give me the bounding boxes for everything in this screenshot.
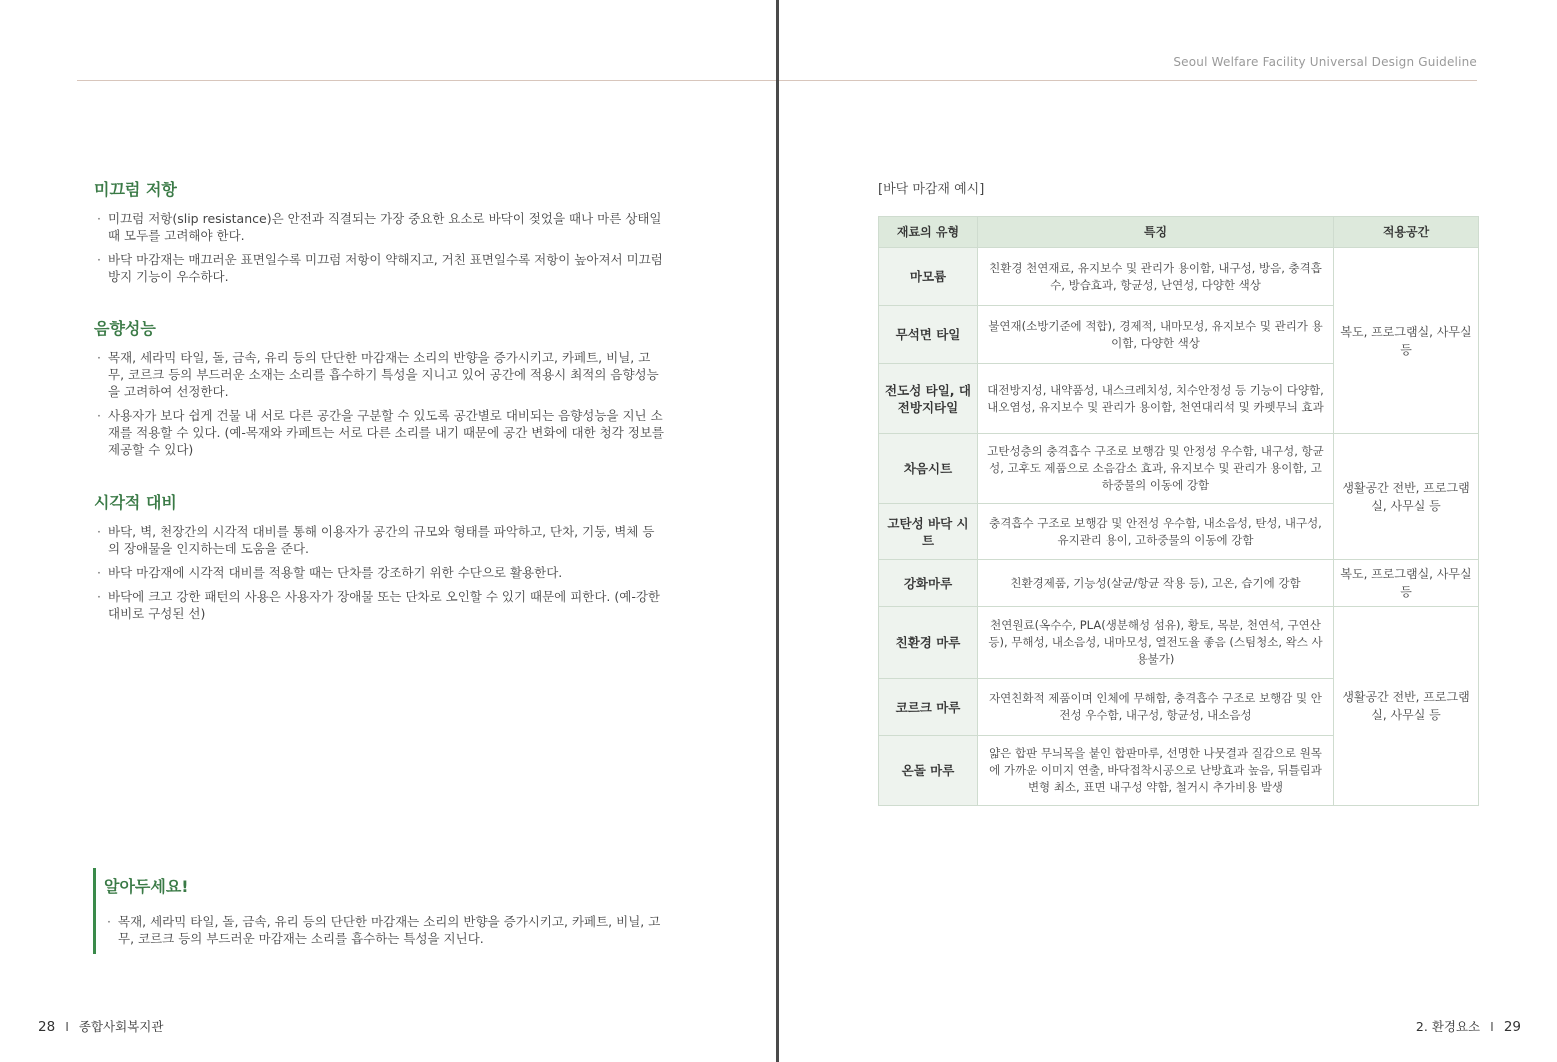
section-title-slip-resistance: 미끄럼 저항 — [94, 180, 177, 199]
table-row — [879, 560, 1479, 607]
feature-cell: 충격흡수 구조로 보행감 및 안전성 우수함, 내소음성, 탄성, 내구성, 유지관리 용이, 고하중물의 이동에 강함 — [978, 504, 1334, 560]
column-header: 재료의 유형 — [879, 217, 978, 248]
material-cell: 마모륨 — [879, 248, 978, 306]
column-header: 특징 — [978, 217, 1334, 248]
section-title-acoustics: 음향성능 — [94, 319, 156, 338]
material-cell: 친환경 마루 — [879, 607, 978, 679]
table-row — [879, 248, 1479, 306]
feature-cell: 고탄성층의 충격흡수 구조로 보행감 및 안정성 우수함, 내구성, 항균성, 고후도 제품으로 소음감소 효과, 유지보수 및 관리가 용이함, 고하중물의 이동에 강함 — [978, 434, 1334, 504]
header-rule-right — [779, 80, 1477, 81]
footer-separator: I — [1490, 1019, 1494, 1034]
table-row — [879, 607, 1479, 679]
guideline-title: Seoul Welfare Facility Universal Design Guideline — [1173, 55, 1477, 69]
material-cell: 차음시트 — [879, 434, 978, 504]
list-item: · 바닥에 크고 강한 패턴의 사용은 사용자가 장애물 또는 단차로 오인할 수 있기 때문에 피한다. (예-강한 대비로 구성된 선) — [94, 588, 664, 622]
material-cell: 코르크 마루 — [879, 679, 978, 736]
footer-section: 종합사회복지관 — [78, 1019, 164, 1034]
tip-title: 알아두세요! — [104, 877, 189, 896]
page-number: 29 — [1503, 1019, 1521, 1035]
footer-left — [38, 1017, 163, 1035]
table-caption: [바닥 마감재 예시] — [878, 182, 985, 197]
page-number: 28 — [38, 1019, 56, 1035]
feature-cell: 불연재(소방기준에 적합), 경제적, 내마모성, 유지보수 및 관리가 용이함, 다양한 색상 — [978, 306, 1334, 364]
footer-separator: I — [65, 1019, 69, 1034]
table-row — [879, 434, 1479, 504]
list-item: · 미끄럼 저항(slip resistance)은 안전과 직결되는 가장 중요한 요소로 바닥이 젖었을 때나 마른 상태일 때 모두를 고려해야 한다. — [94, 210, 664, 244]
list-item: · 바닥, 벽, 천장간의 시각적 대비를 통해 이용자가 공간의 규모와 형태를 파악하고, 단차, 기둥, 벽체 등의 장애물을 인지하는데 도움을 준다. — [94, 523, 664, 557]
list-item: · 바닥 마감재는 매끄러운 표면일수록 미끄럼 저항이 약해지고, 거친 표면일수록 저항이 높아져서 미끄럼 방지 기능이 우수하다. — [94, 251, 664, 285]
feature-cell: 대전방지성, 내약품성, 내스크레치성, 치수안정성 등 기능이 다양함, 내오염성, 유지보수 및 관리가 용이함, 천연대리석 및 카펫무늬 효과 — [978, 364, 1334, 434]
list-item: · 목재, 세라믹 타일, 돌, 금속, 유리 등의 단단한 마감재는 소리의 반향을 증가시키고, 카페트, 비닐, 고무, 코르크 등의 부드러운 마감재는 소리를 흡수하는 특성을 지닌다. — [104, 913, 669, 947]
space-cell: 복도, 프로그램실, 사무실 등 — [1334, 248, 1479, 434]
list-item: · 목재, 세라믹 타일, 돌, 금속, 유리 등의 단단한 마감재는 소리의 반향을 증가시키고, 카페트, 비닐, 고무, 코르크 등의 부드러운 소재는 소리를 흡수하기 특성을 지니고 있어 공간에 적용시 최적의 음향성능을 고려하여 선정한다. — [94, 349, 664, 400]
slip-resistance-list — [94, 210, 664, 292]
feature-cell: 얇은 합판 무늬목을 붙인 합판마루, 선명한 나뭇결과 질감으로 원목에 가까운 이미지 연출, 바닥접착시공으로 난방효과 높음, 뒤틀림과 변형 최소, 표면 내구성 약함, 철거시 추가비용 발생 — [978, 736, 1334, 806]
acoustics-list — [94, 349, 664, 465]
visual-contrast-list — [94, 523, 664, 629]
material-cell: 전도성 타일, 대전방지타일 — [879, 364, 978, 434]
tip-accent-bar — [93, 868, 96, 954]
material-cell: 고탄성 바닥 시트 — [879, 504, 978, 560]
list-item: · 사용자가 보다 쉽게 건물 내 서로 다른 공간을 구분할 수 있도록 공간별로 대비되는 음향성능을 지닌 소재를 적용할 수 있다. (예-목재와 카페트는 서로 다른 소리를 내기 때문에 공간 변화에 대한 청각 정보를 제공할 수 있다) — [94, 407, 664, 458]
space-cell: 복도, 프로그램실, 사무실 등 — [1334, 560, 1479, 607]
floor-finish-table — [878, 216, 1479, 806]
feature-cell: 천연원료(옥수수, PLA(생분해성 섬유), 황토, 목분, 천연석, 구연산 등), 무해성, 내소음성, 내마모성, 열전도율 좋음 (스팀청소, 왁스 사용불가) — [978, 607, 1334, 679]
table-header-row — [879, 217, 1479, 248]
book-spine — [776, 0, 779, 1062]
feature-cell: 자연친화적 제품이며 인체에 무해함, 충격흡수 구조로 보행감 및 안전성 우수함, 내구성, 항균성, 내소음성 — [978, 679, 1334, 736]
list-item: · 바닥 마감재에 시각적 대비를 적용할 때는 단차를 강조하기 위한 수단으로 활용한다. — [94, 564, 664, 581]
material-cell: 무석면 타일 — [879, 306, 978, 364]
space-cell: 생활공간 전반, 프로그램실, 사무실 등 — [1334, 607, 1479, 806]
feature-cell: 친환경제품, 기능성(살균/항균 작용 등), 고온, 습기에 강함 — [978, 560, 1334, 607]
footer-section: 2. 환경요소 — [1415, 1019, 1481, 1034]
material-cell: 강화마루 — [879, 560, 978, 607]
feature-cell: 친환경 천연재료, 유지보수 및 관리가 용이함, 내구성, 방음, 충격흡수, 방습효과, 항균성, 난연성, 다양한 색상 — [978, 248, 1334, 306]
tip-list — [104, 913, 669, 954]
section-title-visual-contrast: 시각적 대비 — [94, 493, 177, 512]
header-rule-left — [77, 80, 776, 81]
footer-right — [1416, 1017, 1521, 1035]
column-header: 적용공간 — [1334, 217, 1479, 248]
material-cell: 온돌 마루 — [879, 736, 978, 806]
space-cell: 생활공간 전반, 프로그램실, 사무실 등 — [1334, 434, 1479, 560]
